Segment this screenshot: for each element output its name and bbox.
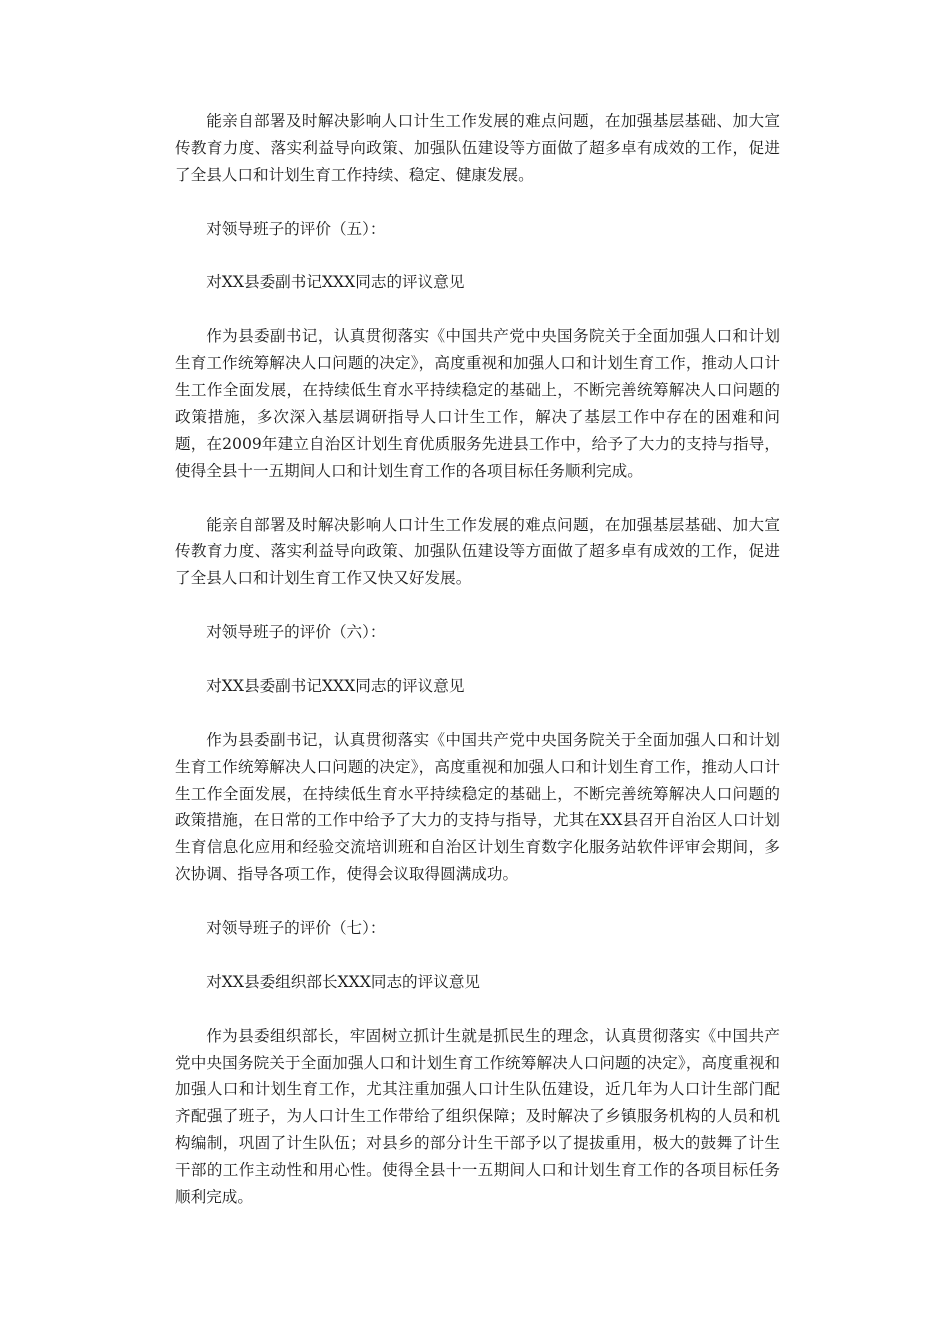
paragraph-evaluation-6: 作为县委副书记，认真贯彻落实《中国共产党中央国务院关于全面加强人口和计划生育工作统筹解决人口问题的决定》，高度重视和加强人口和计划生育工作，推动人口计生工作全面发展，在持续低生育水平持续稳定的基础上，不断完善统筹解决人口问题的政策措施，在日常的工作中给予了大力的支持与指导，尤其在XX县召开自治区人口计划生育信息化应用和经验交流培训班和自治区计划生育数字化服务站软件评审会期间，多次协调、指导各项工作，使得会议取得圆满成功。 <box>175 730 780 884</box>
paragraph-summary-1: 能亲自部署及时解决影响人口计生工作发展的难点问题，在加强基层基础、加大宣传教育力度、落实利益导向政策、加强队伍建设等方面做了超多卓有成效的工作，促进了全县人口和计划生育工作持续、稳定、健康发展。 <box>175 112 780 184</box>
subheading-deputy-secretary-2: 对XX县委副书记XXX同志的评议意见 <box>206 676 465 695</box>
subheading-deputy-secretary-1: 对XX县委副书记XXX同志的评议意见 <box>206 273 465 292</box>
paragraph-evaluation-5: 作为县委副书记，认真贯彻落实《中国共产党中央国务院关于全面加强人口和计划生育工作统筹解决人口问题的决定》，高度重视和加强人口和计划生育工作，推动人口计生工作全面发展，在持续低生育水平持续稳定的基础上，不断完善统筹解决人口问题的政策措施，多次深入基层调研指导人口计生工作，解决了基层工作中存在的困难和问题，在2009年建立自治区计划生育优质服务先进县工作中，给予了大力的支持与指导，使得全县十一五期间人口和计划生育工作的各项目标任务顺利完成。 <box>175 327 780 480</box>
subheading-organization-minister: 对XX县委组织部长XXX同志的评议意见 <box>206 972 481 991</box>
paragraph-summary-2: 能亲自部署及时解决影响人口计生工作发展的难点问题，在加强基层基础、加大宣传教育力度、落实利益导向政策、加强队伍建设等方面做了超多卓有成效的工作，促进了全县人口和计划生育工作又快又好发展。 <box>175 515 780 588</box>
section-heading-6: 对领导班子的评价（六）： <box>206 623 386 642</box>
paragraph-evaluation-7: 作为县委组织部长，牢固树立抓计生就是抓民生的理念，认真贯彻落实《中国共产党中央国务院关于全面加强人口和计划生育工作统筹解决人口问题的决定》，高度重视和加强人口和计划生育工作，尤其注重加强人口计生队伍建设，近几年为人口计生部门配齐配强了班子，为人口计生工作带给了组织保障；及时解决了乡镇服务机构的人员和机构编制，巩固了计生队伍；对县乡的部分计生干部予以了提拔重用，极大的鼓舞了计生干部的工作主动性和用心性。使得全县十一五期间人口和计划生育工作的各项目标任务顺利完成。 <box>175 1026 780 1207</box>
document-page <box>175 108 780 1238</box>
section-heading-5: 对领导班子的评价（五）： <box>206 219 386 238</box>
section-heading-7: 对领导班子的评价（七）： <box>206 919 386 938</box>
